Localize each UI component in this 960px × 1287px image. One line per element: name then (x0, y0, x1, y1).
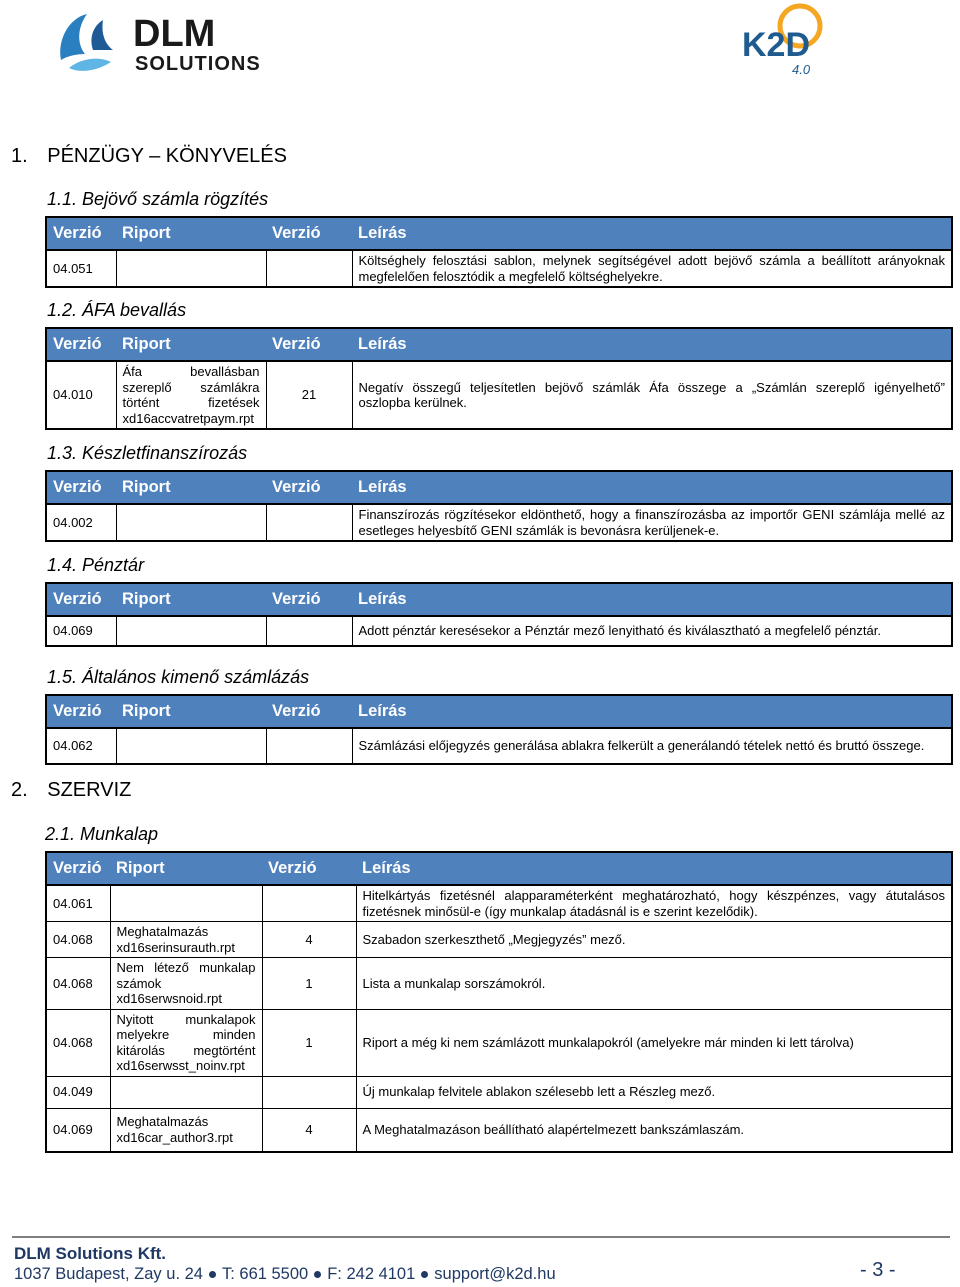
report-version-cell (266, 616, 352, 646)
column-header-version: Verzió (46, 695, 116, 728)
version-cell: 04.049 (46, 1076, 110, 1108)
description-cell: Új munkalap felvitele ablakon szélesebb lett a Részleg mező. (356, 1076, 952, 1108)
version-cell: 04.069 (46, 616, 116, 646)
column-header-description: Leírás (352, 695, 952, 728)
column-header-version: Verzió (46, 471, 116, 504)
report-version-cell (266, 504, 352, 541)
report-version-cell: 4 (262, 922, 356, 958)
footer-divider (12, 1236, 950, 1238)
report-version-cell: 21 (266, 361, 352, 429)
column-header-report-version: Verzió (266, 328, 352, 361)
table-header-row (46, 471, 952, 504)
column-header-report-version: Verzió (266, 695, 352, 728)
column-header-report-version: Verzió (266, 583, 352, 616)
version-cell: 04.062 (46, 728, 116, 764)
svg-text:DLM: DLM (133, 13, 216, 55)
column-header-report: Riport (116, 217, 266, 250)
table-1-2 (45, 327, 953, 430)
column-header-report-version: Verzió (266, 471, 352, 504)
column-header-report: Riport (116, 695, 266, 728)
table-row (46, 885, 952, 922)
table-1-3 (45, 470, 953, 542)
bullet-icon (421, 1271, 428, 1278)
description-cell: Finanszírozás rögzítésekor eldönthető, hogy a finanszírozásba az importőr GENI számlája mellé az esetleges helyesbítő GENI számlák is bevonásra kerüljenek-e. (352, 504, 952, 541)
report-version-cell: 1 (262, 1009, 356, 1076)
report-cell: Áfa bevallásban szereplő számlákra történt fizetések xd16accvatretpaym.rpt (116, 361, 266, 429)
version-cell: 04.010 (46, 361, 116, 429)
description-cell: Szabadon szerkeszthető „Megjegyzés” mező. (356, 922, 952, 958)
column-header-version: Verzió (46, 217, 116, 250)
column-header-report-version: Verzió (262, 852, 356, 885)
subsection-1-2-title: 1.2. ÁFA bevallás (47, 300, 187, 320)
bullet-icon (314, 1271, 321, 1278)
report-cell (110, 1076, 262, 1108)
bullet-icon (209, 1271, 216, 1278)
description-cell: Számlázási előjegyzés generálása ablakra felkerült a generálandó tételek nettó és bruttó összege. (352, 728, 952, 764)
subsection-2-1-title: 2.1. Munkalap (45, 824, 159, 844)
report-cell: Nyitott munkalapok melyekre minden kitárolás megtörtént xd16serwsst_noinv.rpt (110, 1009, 262, 1076)
column-header-description: Leírás (352, 583, 952, 616)
report-cell: Nem létező munkalap számok xd16serwsnoid.rpt (110, 958, 262, 1010)
table-row (46, 616, 952, 646)
report-cell (116, 504, 266, 541)
column-header-description: Leírás (352, 328, 952, 361)
column-header-report: Riport (116, 583, 266, 616)
description-cell: Adott pénztár keresésekor a Pénztár mező lenyitható és kiválasztható a megfelelő pénztár. (352, 616, 952, 646)
table-1-4 (45, 582, 953, 647)
table-2-1 (45, 851, 953, 1153)
description-cell: A Meghatalmazáson beállítható alapértelmezett bankszámlaszám. (356, 1108, 952, 1152)
table-row (46, 250, 952, 287)
table-1-1 (45, 216, 953, 288)
table-header-row (46, 852, 952, 885)
section-1-number: 1. (11, 145, 28, 167)
report-cell: Meghatalmazás xd16serinsurauth.rpt (110, 922, 262, 958)
footer-fax: F: 242 4101 (327, 1265, 416, 1283)
column-header-report-version: Verzió (266, 217, 352, 250)
table-row (46, 504, 952, 541)
version-cell: 04.061 (46, 885, 110, 922)
footer-contact (14, 1265, 556, 1284)
report-version-cell (266, 728, 352, 764)
description-cell: Negatív összegű teljesítetlen bejövő számlák Áfa összege a „Számlán szereplő igényelhető” oszlopba kerülnek. (352, 361, 952, 429)
report-cell (116, 728, 266, 764)
column-header-description: Leírás (352, 471, 952, 504)
section-2-number: 2. (11, 779, 28, 801)
report-version-cell (262, 1076, 356, 1108)
column-header-description: Leírás (352, 217, 952, 250)
section-1-heading (11, 145, 287, 168)
version-cell: 04.051 (46, 250, 116, 287)
column-header-report: Riport (116, 328, 266, 361)
svg-text:SOLUTIONS: SOLUTIONS (135, 53, 261, 75)
subsection-1-4-title: 1.4. Pénztár (47, 555, 145, 575)
version-cell: 04.068 (46, 922, 110, 958)
description-cell: Riport a még ki nem számlázott munkalapokról (amelyekre már minden ki lett tárolva) (356, 1009, 952, 1076)
table-header-row (46, 583, 952, 616)
section-2-title: SZERVIZ (47, 779, 132, 801)
description-cell: Lista a munkalap sorszámokról. (356, 958, 952, 1010)
table-row (46, 361, 952, 429)
table-1-5 (45, 694, 953, 765)
table-header-row (46, 328, 952, 361)
report-version-cell (266, 250, 352, 287)
column-header-report: Riport (116, 471, 266, 504)
description-cell: Költséghely felosztási sablon, melynek segítségével adott bejövő számla a beállított arányoknak megfelelően felosztódik a megfelelő költséghelyekre. (352, 250, 952, 287)
report-version-cell: 4 (262, 1108, 356, 1152)
column-header-version: Verzió (46, 583, 116, 616)
dlm-solutions-logo (55, 10, 295, 78)
column-header-report: Riport (110, 852, 262, 885)
subsection-1-5-title: 1.5. Általános kimenő számlázás (47, 667, 310, 687)
table-row (46, 1076, 952, 1108)
footer-phone: T: 661 5500 (221, 1265, 309, 1283)
column-header-description: Leírás (356, 852, 952, 885)
table-row (46, 958, 952, 1010)
description-cell: Hitelkártyás fizetésnél alapparaméterként meghatározható, hogy készpénzes, vagy átutalásos fizetésnek minősül-e (így munkalap átadásnál is e szerint kezelődik). (356, 885, 952, 922)
report-version-cell: 1 (262, 958, 356, 1010)
table-row (46, 922, 952, 958)
version-cell: 04.068 (46, 1009, 110, 1076)
table-row (46, 728, 952, 764)
section-1-title: PÉNZÜGY – KÖNYVELÉS (47, 145, 287, 167)
k2d-logo (738, 0, 868, 80)
version-cell: 04.002 (46, 504, 116, 541)
report-cell: Meghatalmazás xd16car_author3.rpt (110, 1108, 262, 1152)
footer-address: 1037 Budapest, Zay u. 24 (14, 1265, 203, 1283)
column-header-version: Verzió (46, 852, 110, 885)
footer-email: support@k2d.hu (434, 1265, 556, 1283)
table-header-row (46, 695, 952, 728)
svg-text:4.0: 4.0 (792, 62, 811, 77)
table-header-row (46, 217, 952, 250)
column-header-version: Verzió (46, 328, 116, 361)
subsection-1-3-title: 1.3. Készletfinanszírozás (47, 443, 248, 463)
page-number: - 3 - (860, 1259, 896, 1281)
table-row (46, 1108, 952, 1152)
report-cell (110, 885, 262, 922)
version-cell: 04.069 (46, 1108, 110, 1152)
version-cell: 04.068 (46, 958, 110, 1010)
footer-company: DLM Solutions Kft. (14, 1244, 167, 1263)
report-cell (116, 616, 266, 646)
section-2-heading (11, 779, 131, 802)
svg-text:K2D: K2D (742, 26, 811, 64)
table-row (46, 1009, 952, 1076)
report-cell (116, 250, 266, 287)
subsection-1-1-title: 1.1. Bejövő számla rögzítés (47, 189, 269, 209)
report-version-cell (262, 885, 356, 922)
